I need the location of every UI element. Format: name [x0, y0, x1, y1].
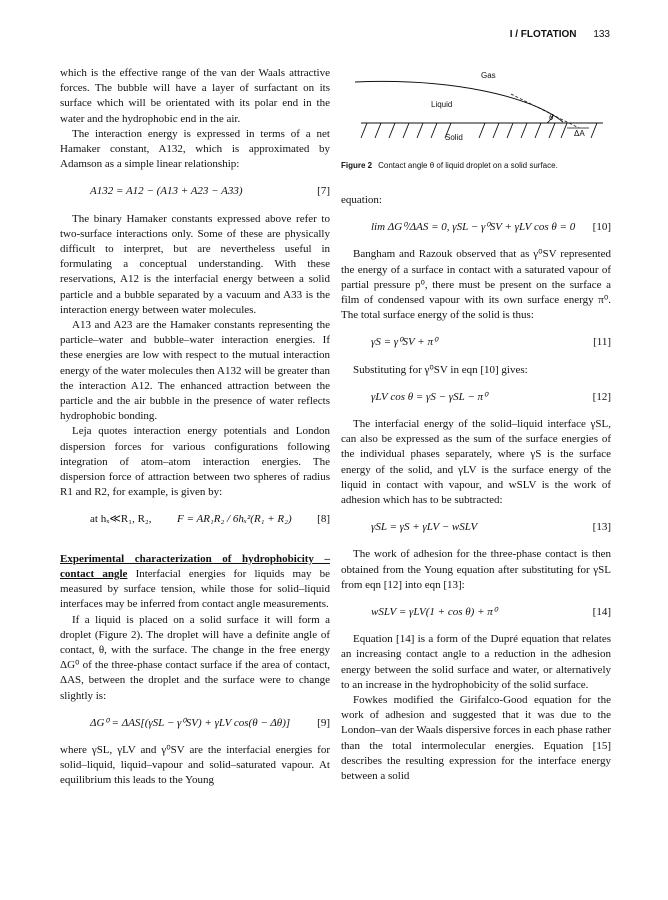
paragraph: Substituting for γ⁰SV in eqn [10] gives:	[353, 363, 528, 376]
section-title: I / FLOTATION	[509, 29, 577, 40]
equation-number: [12]	[592, 390, 611, 403]
solid-label: Solid	[445, 133, 463, 142]
page-number: 133	[593, 29, 610, 40]
droplet-surface	[355, 81, 563, 122]
right-column	[341, 66, 611, 784]
equation-number: [7]	[317, 185, 330, 198]
equation-10	[341, 220, 611, 235]
paragraph: The binary Hamaker constants expressed above refer to two-surface interactions only. Some of these are physically difficult to interpret, but are nevertheless useful in formulating a conceptual understanding. With these reservations, A12 is the interfacial energy between a solid particle and a bubble separated by a vacuum and A33 is the interaction energy between water molecules.	[60, 212, 330, 316]
paragraph: The interfacial energy of the solid–liquid interface γSL, can also be expressed as the sum of the surface energies of the individual phases separately, where γS is the surface energy of the solid, and γLV is the surface energy of the liquid in contact with vapour, and wSLV is the work of adhesion which has to be subtracted:	[341, 418, 611, 507]
paragraph: A13 and A23 are the Hamaker constants representing the particle–water and bubble–water interaction energies. If these energies are low with respect to the mutual interaction energy of the water molecules then A132 will be greater than the interaction A12. The enhanced attraction between the particle and the air bubble in the presence of water reflects hydrophobic bonding.	[60, 319, 330, 423]
section-heading: Experimental characterization of hydrophobicity – contact angle	[60, 552, 330, 580]
equation-body: ΔG⁰ = ΔAS[(γSL − γ⁰SV) + γLV cos(θ − Δθ)]	[90, 716, 291, 729]
figure-caption	[341, 160, 611, 171]
paragraph: If a liquid is placed on a solid surface it will form a droplet (Figure 2). The droplet will have a definite angle of contact, θ, with the surface. The change in the free energy ΔG⁰ of the three-phase contact surface if the area of contact, ΔAS, between the droplet and the surface were to change slightly is:	[60, 613, 330, 702]
delta-a-label: ΔA	[574, 129, 585, 138]
equation-12	[341, 390, 611, 405]
equation-body: γSL = γS + γLV − wSLV	[371, 521, 478, 534]
theta-label: θ	[549, 113, 554, 122]
caption-text: Contact angle θ of liquid droplet on a solid surface.	[378, 161, 558, 170]
equation-number: [9]	[317, 716, 330, 729]
equation-7	[60, 184, 330, 199]
equation-11	[341, 335, 611, 350]
paragraph: Fowkes modified the Girifalco-Good equation for the work of adhesion and suggested that it was due to the London–van der Waals dispersive forces in each phase rather than the total intermolecular energies. Equation [15] describes the resulting expression for the interface energy between a solid	[341, 694, 611, 783]
paragraph: The interaction energy is expressed in terms of a net Hamaker constant, A132, which is approximated by Adamson as a simple linear relationship:	[60, 127, 330, 171]
equation-number: [14]	[592, 606, 611, 619]
left-column	[60, 66, 330, 789]
paragraph: The work of adhesion for the three-phase contact is then obtained from the Young equation after substituting for γSL from eqn [12] into eqn [13]:	[341, 548, 611, 591]
equation-14	[341, 605, 611, 620]
liquid-label: Liquid	[431, 100, 453, 109]
equation-number: [11]	[593, 336, 611, 349]
paragraph: which is the effective range of the van der Waals attractive forces. The bubble will have a layer of surfactant on its surface which will be orientated with its polar end in the water and the hydrophobic end in the air.	[60, 67, 330, 125]
equation-body: γLV cos θ = γS − γSL − π⁰	[371, 390, 488, 403]
running-header	[510, 29, 610, 40]
equation-body: lim ΔG⁰/ΔAS = 0, γSL − γ⁰SV + γLV cos θ = 0	[371, 221, 576, 234]
gas-label: Gas	[481, 71, 496, 80]
equation-8	[60, 512, 330, 527]
paragraph: Interfacial energies for liquids may be measured by surface tension, while those for solid–liquid interfaces may be inferred from contact angle measurements.	[60, 567, 331, 611]
equation-number: [13]	[592, 521, 611, 534]
paragraph: Equation [14] is a form of the Dupré equation that relates an increasing contact angle to a reduction in the adhesion energy between the solid surface and water, or alternatively to an increase in the hydrophobicity of the solid surface.	[341, 633, 611, 691]
solid-hatching	[361, 123, 597, 138]
equation-condition: at hₓ≪R₁, R₂,	[90, 513, 152, 526]
paragraph: Bangham and Razouk observed that as γ⁰SV represented the energy of a surface in contact with a saturated vapour of partial pressure p⁰, there must be present on the surface a film of condensed vapour with its own surface energy π⁰. The total surface energy of the solid is thus:	[341, 248, 611, 322]
figure-2	[341, 66, 611, 154]
paragraph: equation:	[341, 194, 382, 206]
contact-angle-diagram	[341, 66, 611, 154]
equation-number: [8]	[317, 513, 330, 526]
equation-body: A132 = A12 − (A13 + A23 − A33)	[90, 185, 243, 198]
equation-13	[341, 520, 611, 535]
caption-label: Figure 2	[341, 161, 373, 170]
paragraph: Leja quotes interaction energy potentials and London dispersion forces for various configurations following integration of atom–atom interaction energies. The dispersion force of attraction between two spheres of radius R1 and R2, for example, is given by:	[60, 425, 330, 499]
equation-body: wSLV = γLV(1 + cos θ) + π⁰	[371, 606, 498, 619]
equation-body: F = AR₁R₂ / 6hₓ²(R₁ + R₂)	[177, 513, 292, 526]
equation-body: γS = γ⁰SV + π⁰	[371, 336, 438, 349]
equation-number: [10]	[592, 221, 611, 234]
paragraph: where γSL, γLV and γ⁰SV are the interfacial energies for solid–liquid, liquid–vapour and solid–saturated vapour. At equilibrium this leads to the Young	[60, 743, 330, 787]
equation-9	[60, 716, 330, 731]
